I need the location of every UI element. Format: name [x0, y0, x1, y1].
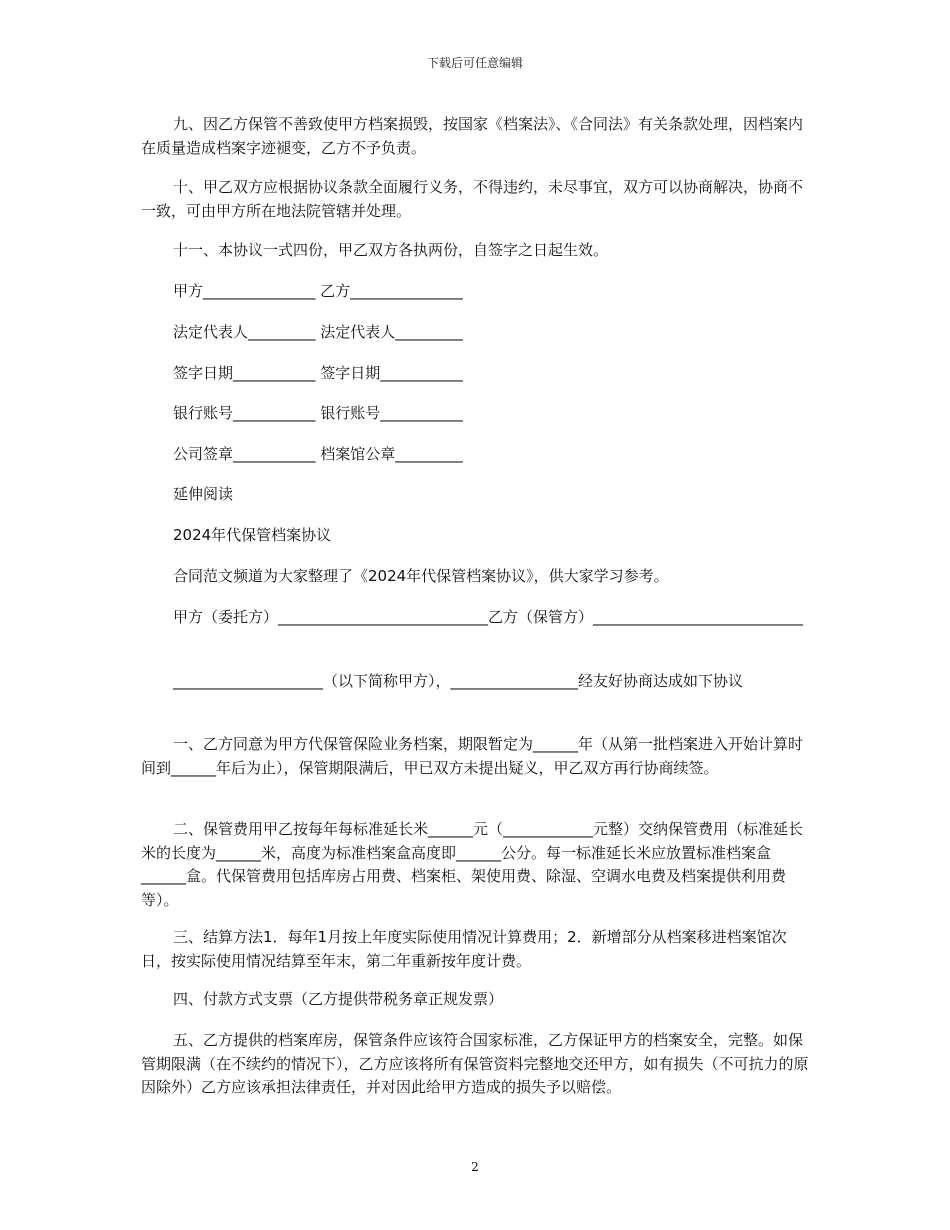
signature-row-party: 甲方_______________ 乙方_______________ — [173, 282, 463, 300]
clause-eleven: 十一、本协议一式四份，甲乙双方各执两份，自签字之日起生效。 — [173, 241, 609, 259]
consensus-line: ____________________（以下简称甲方），_________________经友好协商达成如下协议 — [173, 672, 744, 690]
signature-row-bank-account: 银行账号___________ 银行账号___________ — [173, 404, 463, 422]
page-number: 2 — [471, 1160, 479, 1174]
article-intro: 合同范文频道为大家整理了《2024年代保管档案协议》，供大家学习参考。 — [173, 567, 669, 585]
clause-four: 四、付款方式支票（乙方提供带税务章正规发票） — [173, 990, 504, 1008]
extended-reading-label: 延伸阅读 — [173, 485, 234, 503]
page-header: 下载后可任意编辑 — [426, 56, 523, 70]
article-title: 2024年代保管档案协议 — [173, 526, 332, 544]
clause-ten: 十、甲乙双方应根据协议条款全面履行义务，不得违约，未尽事宜，双方可以协商解决，协商不一致，可由甲方所在地法院管辖并处理。 — [141, 178, 804, 220]
signature-row-date: 签字日期___________ 签字日期___________ — [173, 364, 463, 382]
clause-one: 一、乙方同意为甲方代保管保险业务档案，期限暂定为______年（从第一批档案进入开始计算时间到______年后为止），保管期限满后，甲已双方未提出疑义，甲乙双方再行协商续签。 — [141, 735, 804, 777]
signature-row-representative: 法定代表人_________ 法定代表人_________ — [173, 323, 463, 341]
signature-row-seal: 公司签章___________ 档案馆公章_________ — [173, 445, 463, 463]
clause-three: 三、结算方法1．每年1月按上年度实际使用情况计算费用；2．新增部分从档案移进档案馆次日，按实际使用情况结算至年末，第二年重新按年度计费。 — [141, 928, 787, 970]
clause-nine: 九、因乙方保管不善致使甲方档案损毁，按国家《档案法》、《合同法》有关条款处理，因档案内在质量造成档案字迹褪变，乙方不予负责。 — [141, 115, 804, 157]
clause-two: 二、保管费用甲乙按每年每标准延长米______元（____________元整）交纳保管费用（标准延长米的长度为______米，高度为标准档案盒高度即______公分。每一标准延长米应放置标准档案盒______盒。代保管费用包括库房占用费、档案柜、架使用费、除湿、空调水电费及档案提供利用费等）。 — [141, 820, 804, 909]
parties-line: 甲方（委托方）____________________________乙方（保管方）____________________________ — [173, 608, 804, 626]
clause-five: 五、乙方提供的档案库房，保管条件应该符合国家标准，乙方保证甲方的档案安全，完整。如保管期限满（在不续约的情况下），乙方应该将所有保管资料完整地交还甲方，如有损失（不可抗力的原因除外）乙方应该承担法律责任，并对因此给甲方造成的损失予以赔偿。 — [141, 1031, 809, 1096]
